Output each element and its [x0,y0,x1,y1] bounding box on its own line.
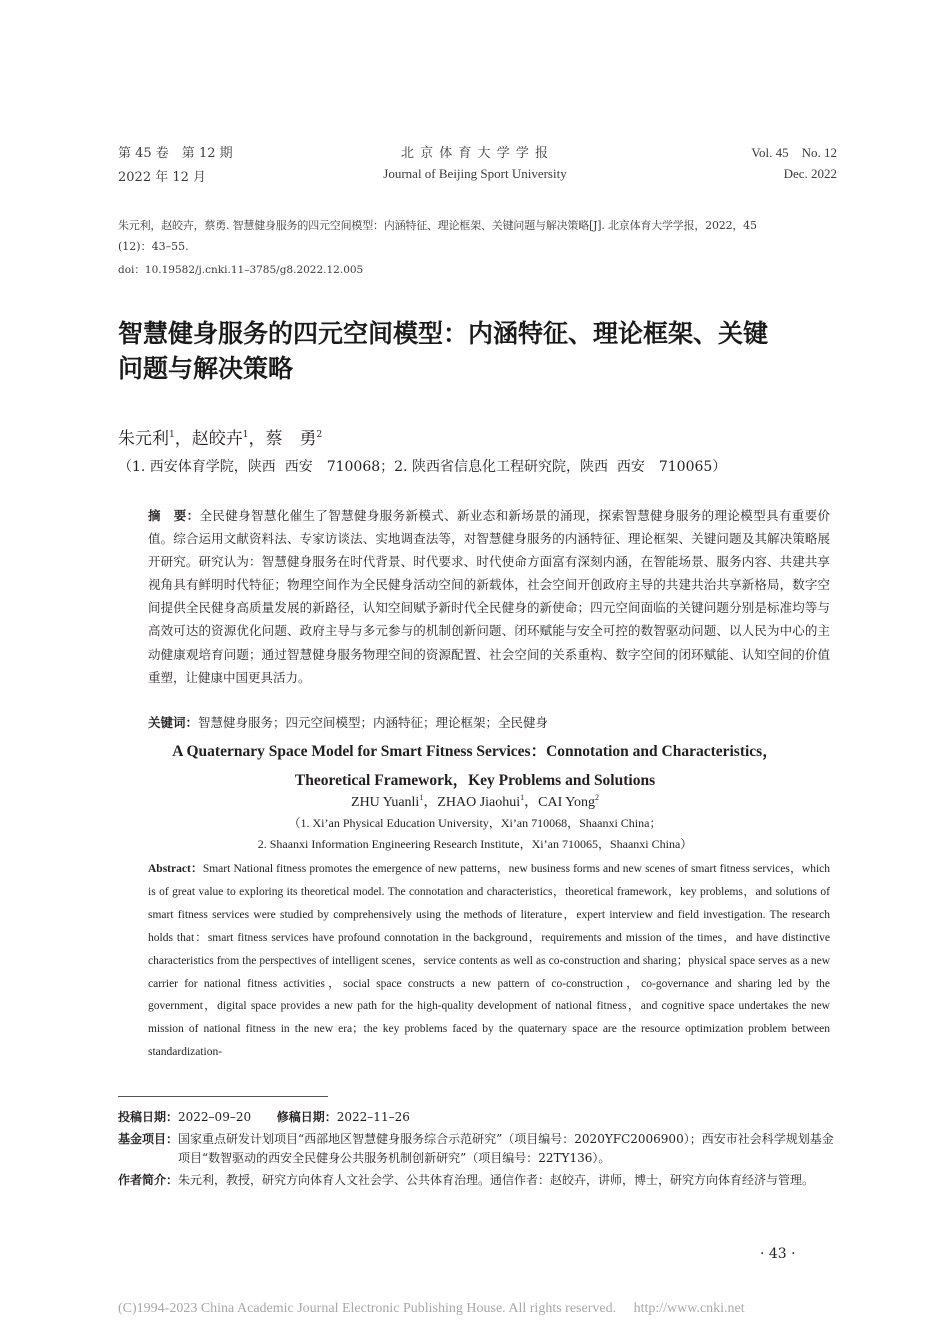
affiliation-en-line-2: 2. Shaanxi Information Engineering Research Institute，Xi’an 710065，Shaanxi China） [257,837,693,851]
revised-label: 修稿日期： [276,1110,337,1124]
author-name: ，赵皎卉 [174,429,243,449]
title-line-2: 问题与解决策略 [118,354,294,383]
abstract-label: 摘 要： [148,508,200,523]
doi: doi：10.19582/j.cnki.11–3785/g8.2022.12.005 [118,264,364,276]
author-bio-label: 作者简介： [118,1173,179,1187]
footnote-fund [118,1130,840,1168]
author-affil-mark: 1 [169,430,175,440]
fund-label: 基金项目： [118,1132,179,1146]
authors-en [0,791,950,811]
keywords-cn [148,713,548,731]
citation-line-1: 朱元利，赵皎卉，蔡勇. 智慧健身服务的四元空间模型：内涵特征、理论框架、关键问题与解决策略[J]. 北京体育大学学报，2022，45 [118,219,757,232]
title-en-line-1: A Quaternary Space Model for Smart Fitness Services：Connotation and Characteristics， [172,743,778,760]
volume-issue-cn: 第 45 卷 第 12 期 [118,146,233,161]
authors-cn [118,424,322,449]
footnote-dates [118,1108,840,1127]
author-name-en: ZHU Yuanli [351,795,420,810]
revised-date: 2022–11–26 [336,1110,410,1124]
affiliations-cn: （1. 西安体育学院，陕西 西安 710068；2. 陕西省信息化工程研究院，陕西 西安 710065） [118,459,727,475]
keywords-text: 智慧健身服务；四元空间模型；内涵特征；理论框架；全民健身 [198,715,549,730]
title-en [0,737,950,795]
volume-issue-en: Vol. 45 No. 12 [751,145,837,160]
article-title [118,316,848,386]
date-cn: 2022 年 12 月 [118,170,207,185]
footnote-author [118,1171,840,1190]
journal-name-en: Journal of Beijing Sport University [383,166,567,181]
received-label: 投稿日期： [118,1110,179,1124]
abstract-cn [148,504,830,689]
affiliations-en [0,813,950,855]
author-name-en: ，ZHAO Jiaohui [423,795,521,810]
abstract-en-label: Abstract： [148,863,203,875]
author-name: ，蔡 勇 [248,429,317,449]
author-name: 朱元利 [118,429,169,449]
page-number: · 43 · [760,1246,796,1262]
journal-name-cn: 北 京 体 育 大 学 学 报 [401,146,549,161]
fund-text: 国家重点研发计划项目“西部地区智慧健身服务综合示范研究”（项目编号：2020YFC2006900）；西安市社会科学规划基金项目“数智驱动的西安全民健身公共服务机制创新研究”（项目编号：22TY136）。 [178,1132,834,1165]
keywords-label: 关键词： [148,715,199,730]
date-en: Dec. 2022 [783,166,837,181]
author-affil-mark: 1 [242,430,249,440]
author-affil-mark: 1 [520,793,525,802]
title-en-line-2: Theoretical Framework，Key Problems and Solutions [294,772,656,789]
abstract-text: 全民健身智慧化催生了智慧健身服务新模式、新业态和新场景的涌现，探索智慧健身服务的理论模型具有重要价值。综合运用文献资料法、专家访谈法、实地调查法等，对智慧健身服务的内涵特征、理论框架、关键问题及其解决策略展开研究。研究认为：智慧健身服务在时代背景、时代要求、时代使命方面富有深刻内涵，在智能场景、服务内容、共建共享视角具有鲜明时代特征；物理空间作为全民健身活动空间的新载体，社会空间开创政府主导的共建共治共享新格局，数字空间提供全民健身高质量发展的新路径，认知空间赋予新时代全民健身的新使命；四元空间面临的关键问题分别是标准均等与高效可达的资源优化问题、政府主导与多元参与的机制创新问题、闭环赋能与安全可控的数智驱动问题、以人民为中心的主动健康观培育问题；通过智慧健身服务物理空间的资源配置、社会空间的关系重构、数字空间的闭环赋能、认知空间的价值重塑，让健康中国更具活力。 [148,508,830,685]
author-affil-mark: 1 [419,793,424,802]
citation-line-2: (12)：43–55. [118,240,189,253]
abstract-en-text: Smart National fitness promotes the emergence of new patterns，new business forms and new scenes of smart fitness services，which is of great value to exploring its theoretical model. The connotation and characteristics，theoretical framework，key problems，and solutions of smart fitness services were studied by comprehensively using the methods of literature，expert interview and field investigation. The research holds that：smart fitness services have profound connotation in the background，requirements and mission of the times，and have distinctive characteristics from the perspectives of intelligent scenes，service contents as well as co-construction and sharing；physical space serves as a new carrier for national fitness activities，social space constructs a new pattern of co-construction，co-governance and sharing led by the government，digital space provides a new path for the high-quality development of national fitness，and cognitive space undertakes the new mission of national fitness in the new era；the key problems faced by the quaternary space are the resource optimization problem between standardization- [148,863,830,1059]
copyright-notice: (C)1994-2023 China Academic Journal Electronic Publishing House. All rights reserved. http://www.cnki.net [118,1301,745,1316]
citation [118,215,840,257]
abstract-en [148,858,830,1064]
footnote-divider [118,1096,328,1097]
author-affil-mark: 2 [594,793,599,802]
author-name-en: ，CAI Yong [524,795,595,810]
author-bio-text: 朱元利，教授，研究方向体育人文社会学、公共体育治理。通信作者：赵皎卉，讲师，博士，研究方向体育经济与管理。 [178,1173,815,1187]
affiliation-en-line-1: （1. Xi’an Physical Education University，Xi’an 710068，Shaanxi China； [288,816,662,830]
author-affil-mark: 2 [316,430,323,440]
received-date: 2022–09–20 [178,1110,252,1124]
title-line-1: 智慧健身服务的四元空间模型：内涵特征、理论框架、关键 [118,319,769,348]
